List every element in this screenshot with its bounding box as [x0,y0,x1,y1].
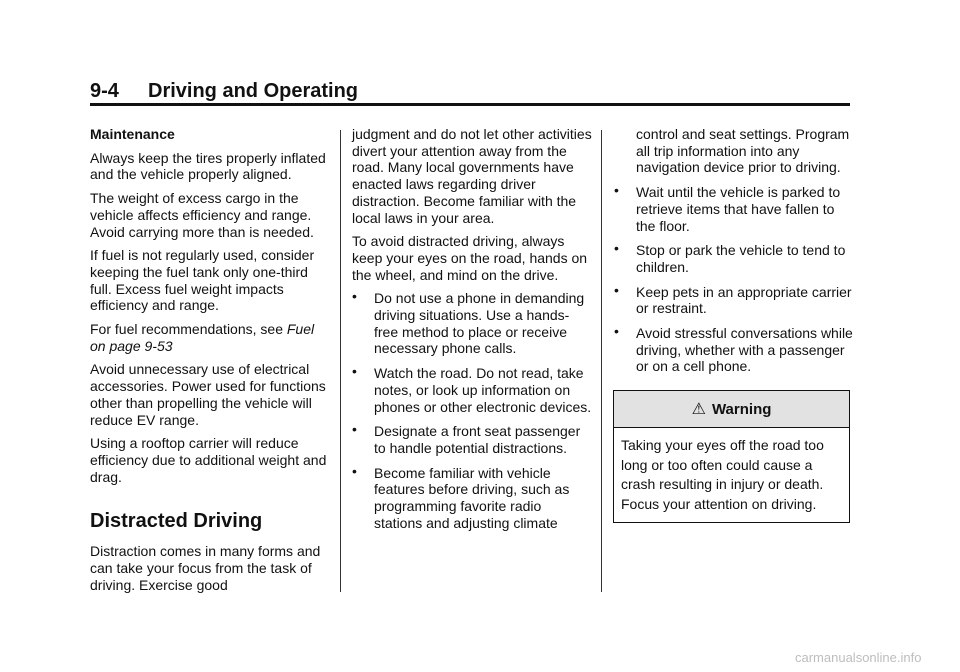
warning-box [613,390,850,523]
paragraph: If fuel is not regularly used, consider keeping the fuel tank only one-third full. Excess fuel weight impacts efficiency and range. [90,247,315,314]
paragraph-text: For fuel recommendations, see [90,321,287,338]
column-1 [90,126,330,600]
list-item-text: Designate a front seat passenger to handle potential distractions. [374,423,581,456]
section-title: Driving and Operating [148,80,359,102]
list-item-text: Watch the road. Do not read, take notes, or look up information on phones or other electronic devices. [374,365,592,415]
paragraph: To avoid distracted driving, always keep your eyes on the road, hands on the wheel, and mind on the drive. [352,233,588,283]
list-item-text: Stop or park the vehicle to tend to children. [636,242,846,275]
paragraph: judgment and do not let other activities divert your attention away from the road. Many local governments have enacted laws regarding driver distraction. Become familiar with the local laws in your area. [352,126,592,226]
column-divider [601,130,602,592]
paragraph: Always keep the tires properly inflated and the vehicle properly aligned. [90,149,326,183]
list-item [614,242,854,275]
list-item-text: Keep pets in an appropriate carrier or restraint. [636,283,852,317]
bullet-icon: • [352,462,357,479]
heading-distracted-driving: Distracted Driving [90,510,263,533]
bullet-icon: • [352,363,357,380]
column-3 [614,126,854,383]
paragraph: Using a rooftop carrier will reduce efficiency due to additional weight and drag. [90,435,327,485]
list-item-text: Become familiar with vehicle features before driving, such as programming favorite radio stations and adjusting climate [374,464,570,531]
warning-icon: ⚠ [691,401,706,418]
list-item [614,184,854,234]
page-number: 9-4 [90,80,119,102]
warning-body: Taking your eyes off the road too long or too often could cause a crash resulting in injury or death. Focus your attention on driving. [621,437,824,512]
warning-title: Warning [711,400,772,418]
column-divider [340,130,341,592]
column-2 [352,126,592,539]
bullet-icon: • [614,323,619,340]
list-item [614,325,854,375]
list-item-text: Wait until the vehicle is parked to retrieve items that have fallen to the floor. [636,184,841,234]
list-item [614,281,854,317]
list-item [352,365,592,415]
paragraph: Distraction comes in many forms and can take your focus from the task of driving. Exercise good [90,543,321,593]
paragraph: The weight of excess cargo in the vehicle affects efficiency and range. Avoid carrying more than is needed. [90,190,314,240]
bullet-icon: • [614,240,619,257]
paragraph-fuel-reference [90,321,330,354]
list-item [352,462,592,532]
list-item-continuation: control and seat settings. Program all trip information into any navigation device prior to driving. [636,126,850,176]
fuel-page-link[interactable]: Fuel on page 9-53 [90,321,315,354]
subheading-maintenance: Maintenance [90,126,175,142]
list-item [352,423,592,456]
list-item [352,290,592,357]
bullet-list [352,290,592,531]
paragraph: Avoid unnecessary use of electrical accessories. Power used for functions other than propelling the vehicle will reduce EV range. [90,361,326,428]
list-item-text: Avoid stressful conversations while driving, whether with a passenger or on a cell phone. [636,325,853,375]
watermark: carmanualsonline.info [795,650,922,665]
list-item-text: Do not use a phone in demanding driving situations. Use a hands-free method to place or receive necessary phone calls. [374,290,585,357]
bullet-icon: • [614,182,619,199]
header-rule [90,103,850,106]
bullet-icon: • [614,281,619,298]
bullet-icon: • [352,288,357,305]
bullet-list [614,184,854,375]
bullet-icon: • [352,421,357,438]
warning-header [614,391,849,428]
